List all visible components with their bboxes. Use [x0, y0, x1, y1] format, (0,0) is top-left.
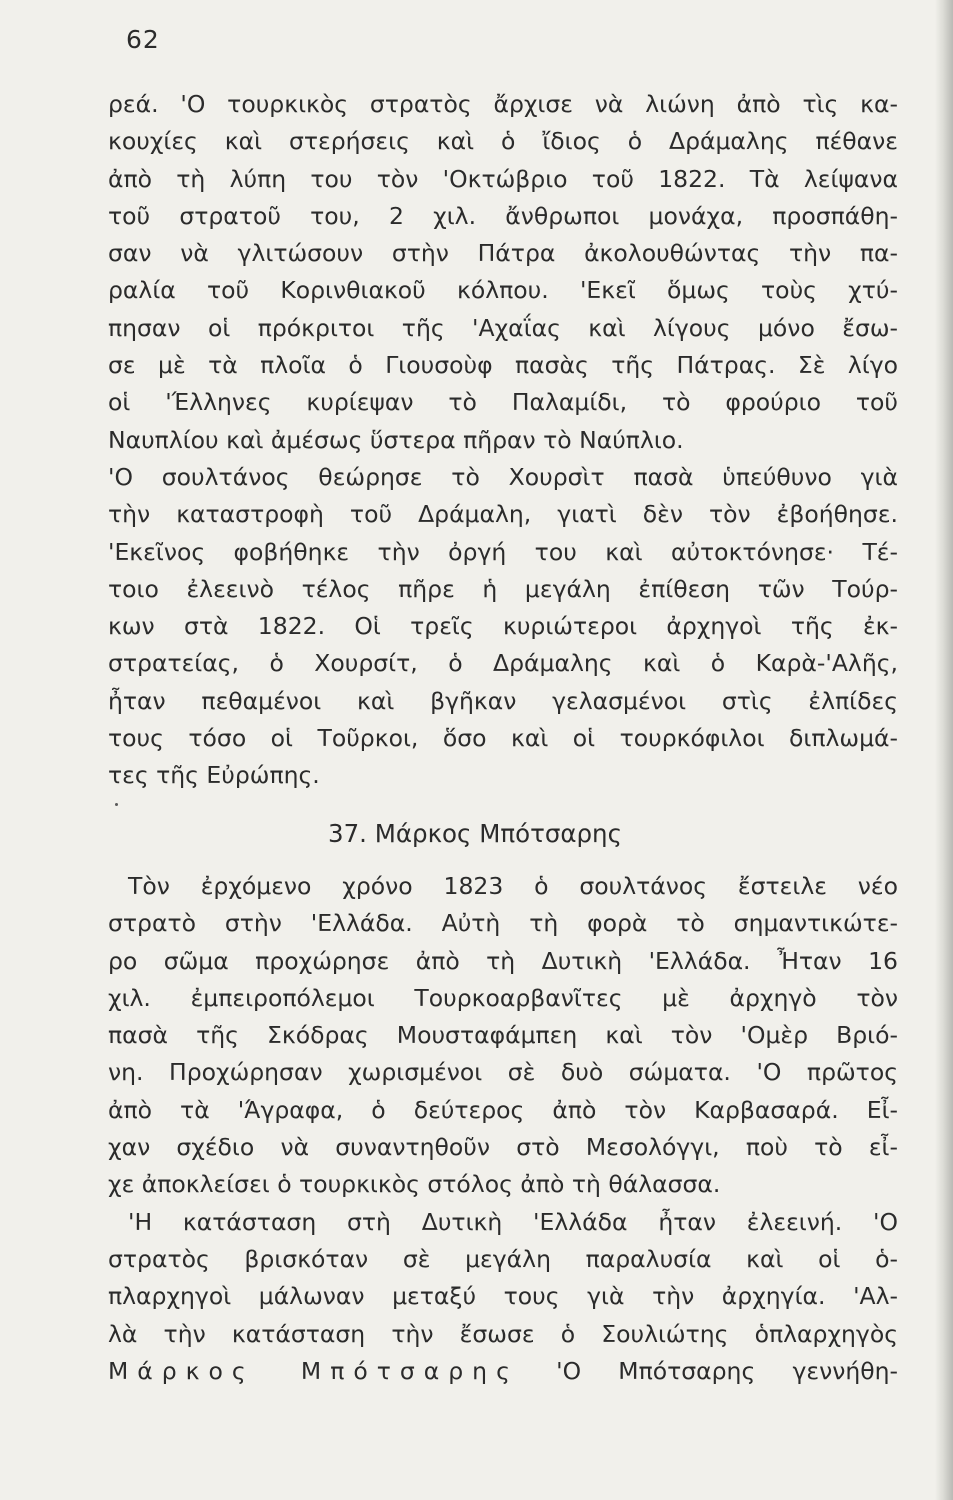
text-line: τὴν καταστροφὴ τοῦ Δράμαλη, γιατὶ δὲν τὸν ἐβοήθησε.	[108, 500, 898, 529]
text-line: ἦταν πεθαμένοι καὶ βγῆκαν γελασμένοι στὶς ἐλπίδες	[108, 686, 898, 715]
text-line: πησαν οἱ πρόκριτοι τῆς 'Αχαΐας καὶ λίγους μόνο ἔσω-	[108, 313, 898, 342]
text-line: στρατὸς βρισκόταν σὲ μεγάλη παραλυσία καὶ οἱ ὁ-	[108, 1244, 898, 1273]
text-line: στρατὸ στὴν 'Ελλάδα. Αὐτὴ τὴ φορὰ τὸ σημαντικώτε-	[108, 909, 898, 938]
text-line-rest: 'Ο Μπότσαρης γεννήθη-	[556, 1356, 898, 1385]
text-line: χιλ. ἐμπειροπόλεμοι Τουρκοαρβανῖτες μὲ ἀρχηγὸ τὸν	[108, 983, 898, 1012]
text-line: οἱ 'Έλληνες κυρίεψαν τὸ Παλαμίδι, τὸ φρούριο τοῦ	[108, 388, 898, 417]
text-line: πλαρχηγοὶ μάλωναν μεταξύ τους γιὰ τὴν ἀρχηγία. 'Αλ-	[108, 1282, 898, 1311]
text-line: 'Εκεῖνος φοβήθηκε τὴν ὀργή του καὶ αὐτοκτόνησε· Τέ-	[108, 537, 898, 566]
text-line: ραλία τοῦ Κορινθιακοῦ κόλπου. 'Εκεῖ ὅμως τοὺς χτύ-	[108, 276, 898, 305]
text-line: στρατείας, ὁ Χουρσίτ, ὁ Δράμαλης καὶ ὁ Καρὰ-'Αλῆς,	[108, 649, 898, 678]
text-line: ρεά. 'Ο τουρκικὸς στρατὸς ἄρχισε νὰ λιώνη ἀπὸ τὶς κα-	[108, 90, 898, 118]
text-line: Ναυπλίου καὶ ἀμέσως ὕστερα πῆραν τὸ Ναύπλιο.	[108, 425, 684, 454]
text-line: Τὸν ἐρχόμενο χρόνο 1823 ὁ σουλτάνος ἔστειλε νέο	[128, 872, 898, 900]
chapter-number: 37.	[328, 819, 367, 848]
text-line: πασὰ τῆς Σκόδρας Μουσταφάμπεη καὶ τὸν 'Ομὲρ Βριό-	[108, 1021, 898, 1050]
text-block-1	[108, 86, 898, 795]
text-line: λὰ τὴν κατάσταση τὴν ἔσωσε ὁ Σουλιώτης ὁπλαρχηγὸς	[108, 1319, 898, 1348]
page-number: 62	[126, 25, 160, 54]
text-line: τοῦ στρατοῦ του, 2 χιλ. ἄνθρωποι μονάχα, προσπάθη-	[108, 201, 898, 230]
spaced-name: Μάρκος Μπότσαρης	[108, 1356, 519, 1385]
text-line: ἀπὸ τὴ λύπη του τὸν 'Οκτώβριο τοῦ 1822. Τὰ λείψανα	[108, 164, 898, 193]
text-line: σε μὲ τὰ πλοῖα ὁ Γιουσοὺφ πασὰς τῆς Πάτρας. Σὲ λίγο	[108, 351, 898, 380]
text-line: νη. Προχώρησαν χωρισμένοι σὲ δυὸ σώματα. 'Ο πρῶτος	[108, 1058, 898, 1087]
text-line: κουχίες καὶ στερήσεις καὶ ὁ ἴδιος ὁ Δράμαλης πέθανε	[108, 127, 898, 156]
text-line: χαν σχέδιο νὰ συναντηθοῦν στὸ Μεσολόγγι, ποὺ τὸ εἶ-	[108, 1133, 898, 1162]
text-line: τοιο ἐλεεινὸ τέλος πῆρε ἡ μεγάλη ἐπίθεση τῶν Τούρ-	[108, 574, 898, 603]
text-line: ἀπὸ τὰ 'Άγραφα, ὁ δεύτερος ἀπὸ τὸν Καρβασαρά. Εἶ-	[108, 1095, 898, 1124]
text-line: κων στὰ 1822. Οἱ τρεῖς κυριώτεροι ἀρχηγοὶ τῆς ἐκ-	[108, 612, 898, 641]
chapter-heading	[328, 815, 622, 852]
text-line-last	[108, 1353, 898, 1390]
text-line: τους τόσο οἱ Τοῦρκοι, ὅσο καὶ οἱ τουρκόφιλοι διπλωμά-	[108, 724, 898, 753]
text-line: 'Η κατάσταση στὴ Δυτικὴ 'Ελλάδα ἦταν ἐλεεινή. 'Ο	[128, 1207, 898, 1236]
text-line: 'Ο σουλτάνος θεώρησε τὸ Χουρσὶτ πασὰ ὑπεύθυνο γιὰ	[108, 462, 898, 491]
text-block-2	[108, 868, 898, 1390]
chapter-title: Μάρκος Μπότσαρης	[374, 819, 622, 848]
page-edge	[935, 0, 953, 1500]
text-line: χε ἀποκλείσει ὁ τουρκικὸς στόλος ἀπὸ τὴ θάλασσα.	[108, 1170, 721, 1199]
print-speck	[115, 803, 118, 806]
text-line: σαν νὰ γλιτώσουν στὴν Πάτρα ἀκολουθώντας τὴν πα-	[108, 239, 898, 268]
text-line: τες τῆς Εὐρώπης.	[108, 761, 320, 790]
text-line: ρο σῶμα προχώρησε ἀπὸ τὴ Δυτικὴ 'Ελλάδα. Ἦταν 16	[108, 946, 898, 975]
